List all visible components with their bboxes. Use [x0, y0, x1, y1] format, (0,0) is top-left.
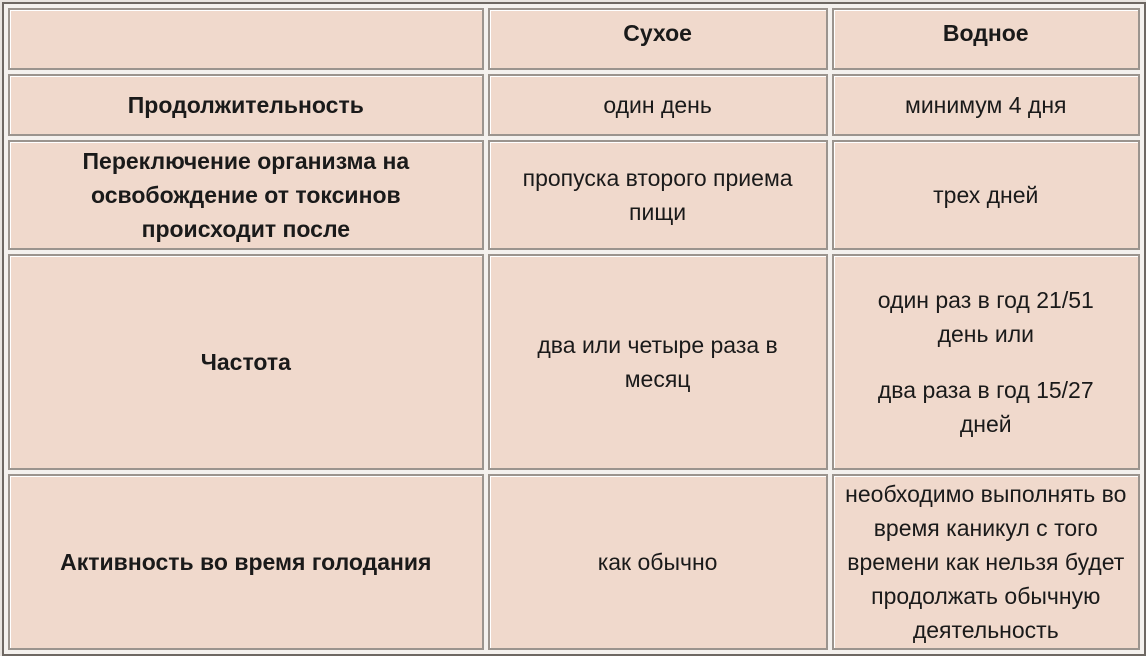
- cell-text: два раза в год 15/27 дней: [877, 377, 1094, 437]
- dry-value: [488, 254, 828, 470]
- dry-value: [488, 474, 828, 650]
- row-label: Активность во время голодания: [8, 474, 484, 650]
- header-water: Водное: [832, 8, 1140, 70]
- header-dry: Сухое: [488, 8, 828, 70]
- table-row: [8, 74, 1140, 136]
- cell-text: трех дней: [933, 182, 1039, 208]
- dry-value: [488, 140, 828, 250]
- cell-text: один день: [603, 92, 712, 118]
- table-row: [8, 254, 1140, 470]
- table-row: [8, 474, 1140, 650]
- cell-text: один раз в год 21/51 день или: [877, 287, 1094, 347]
- cell-text: как обычно: [597, 549, 718, 575]
- table-row: [8, 140, 1140, 250]
- header-empty-cell: [8, 8, 484, 70]
- cell-text: пропуска второго приема пищи: [522, 165, 793, 225]
- fasting-comparison-table: [2, 2, 1146, 656]
- table-header-row: [8, 8, 1140, 70]
- dry-value: [488, 74, 828, 136]
- cell-text: минимум 4 дня: [905, 92, 1067, 118]
- row-label: Частота: [8, 254, 484, 470]
- water-value: [832, 140, 1140, 250]
- cell-text: два или четыре раза в месяц: [537, 332, 778, 392]
- water-value: [832, 74, 1140, 136]
- row-label: Переключение организма на освобождение от токсинов происходит после: [8, 140, 484, 250]
- water-value: [832, 474, 1140, 650]
- water-value: [832, 254, 1140, 470]
- cell-text: необходимо выполнять во время каникул с того времени как нельзя будет продолжать обычную деятельность: [845, 481, 1127, 643]
- row-label: Продолжительность: [8, 74, 484, 136]
